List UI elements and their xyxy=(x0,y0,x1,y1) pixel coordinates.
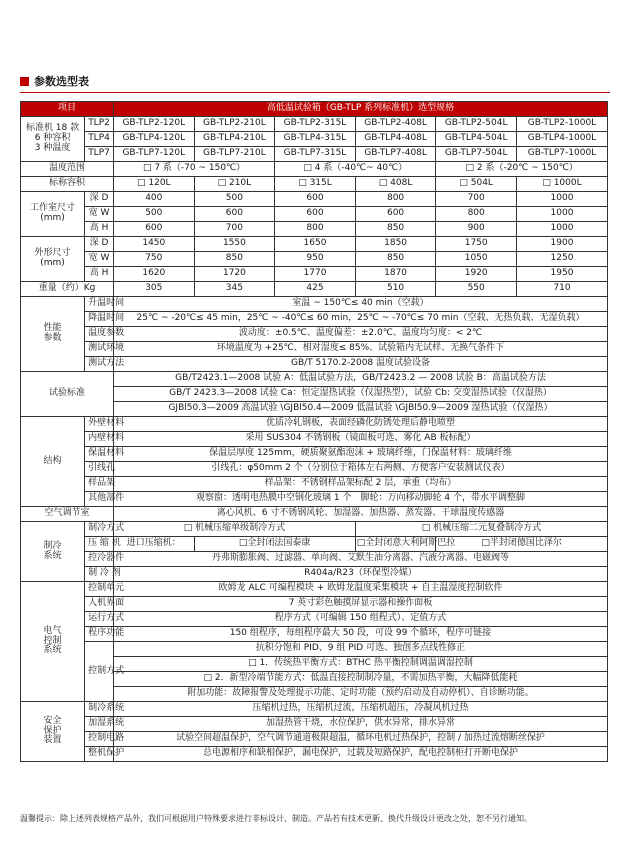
value-cell: 7 英寸彩色触摸屏显示器和操作面板 xyxy=(114,597,608,612)
sub-item-cell: 控制方式 xyxy=(85,642,114,702)
refrigeration-row xyxy=(21,552,608,567)
temp-option: □ 2 系（-20℃ ~ 150℃） xyxy=(436,162,608,177)
value-cell: 采用 SUS304 不锈钢板（镜面板可选、雾化 AB 板标配） xyxy=(114,432,608,447)
sub-item-cell: 外壁材料 xyxy=(85,417,114,432)
value-cell: 离心风机、6 寸不锈钢风轮、加湿器、加热器、蒸发器、干球温度传感器 xyxy=(114,507,608,522)
value-cell: 保温层厚度 125mm，硬质聚氨酯泡沫 + 玻璃纤维，门保温材料：玻璃纤维 xyxy=(114,447,608,462)
compressor-option: □全封闭意大利阿斯巴拉 xyxy=(355,537,436,552)
size-cell: 750 xyxy=(114,252,195,267)
standard-line-cell: GB/T 2423.3—2008 试验 Ca：恒定湿热试验（仅湿热型），试验 Cb: 交变湿热试验（仅湿热） xyxy=(114,387,608,402)
header-spec-cell: 高低温试验箱（GB-TLP 系列标准机）选型规格 xyxy=(114,102,608,117)
structure-row xyxy=(21,492,608,507)
value-cell: 加湿热管干烧，水位保护，供水异常，排水异常 xyxy=(114,717,608,732)
control-mode-line: □ 1．传统热平衡方式：BTHC 热平衡控制调温调湿控制 xyxy=(114,657,608,672)
sub-item-cell: 控冷器件 xyxy=(85,552,114,567)
divider xyxy=(20,92,610,93)
size-cell: 600 xyxy=(194,207,275,222)
standard-line-cell: GB/T2423.1—2008 试验 A：低温试验方法，GB/T2423.2 — 2008 试验 B：高温试验方法 xyxy=(114,372,608,387)
model-cell: GB-TLP7-120L xyxy=(114,147,195,162)
structure-row xyxy=(21,417,608,432)
safety-row xyxy=(21,702,608,717)
value-cell: 环境温度为 +25℃、相对湿度≤ 85%、试验箱内无试样、无换气条件下 xyxy=(114,342,608,357)
temp-range-label: 温度范围 xyxy=(21,162,114,177)
weight-row xyxy=(21,282,608,297)
value-cell: 150 组程序，每组程序最大 50 段，可设 99 个循环，程序可链接 xyxy=(114,627,608,642)
safety-row xyxy=(21,717,608,732)
capacity-label: 标称容积 xyxy=(21,177,114,192)
size-cell: 1870 xyxy=(355,267,436,282)
size-cell: 1720 xyxy=(194,267,275,282)
control-mode-line: 抗积分饱和 PID、9 组 PID 可选、独创多点线性修正 xyxy=(114,642,608,657)
performance-row xyxy=(21,312,608,327)
size-cell: 500 xyxy=(114,207,195,222)
model-cell: GB-TLP2-1000L xyxy=(516,117,607,132)
size-cell: 1620 xyxy=(114,267,195,282)
weight-cell: 710 xyxy=(516,282,607,297)
electrical-row xyxy=(21,642,608,657)
structure-row xyxy=(21,447,608,462)
value-cell: 欧姆龙 ALC 可编程模块 + 欧姆龙温度采集模块 + 自主温湿度控制软件 xyxy=(114,582,608,597)
sub-item-cell: 控制单元 xyxy=(85,582,114,597)
size-cell: 900 xyxy=(436,222,517,237)
size-cell: 850 xyxy=(194,252,275,267)
sub-item-cell: 内壁材料 xyxy=(85,432,114,447)
model-row xyxy=(21,117,608,132)
model-group-label: 标准机 18 款 6 种容积 3 种温度 xyxy=(21,117,85,162)
work-size-row xyxy=(21,222,608,237)
size-cell: 1250 xyxy=(516,252,607,267)
model-cell: GB-TLP7-504L xyxy=(436,147,517,162)
footer-note: 温馨提示：除上述列表规格产品外，我们可根据用户特殊要求进行非标设计、制造。产品若有技术更新、换代升级设计更改之处，恕不另行通知。 xyxy=(20,814,532,823)
structure-row xyxy=(21,477,608,492)
model-cell: GB-TLP4-210L xyxy=(194,132,275,147)
capacity-cell: □ 1000L xyxy=(516,177,607,192)
refrigeration-row xyxy=(21,537,608,552)
value-cell: 程序方式（可编辑 150 组程式）、定值方式 xyxy=(114,612,608,627)
section-title: 参数选型表 xyxy=(34,75,89,88)
size-cell: 1650 xyxy=(275,237,356,252)
performance-label: 性能 参数 xyxy=(21,297,85,372)
model-cell: GB-TLP7-315L xyxy=(275,147,356,162)
size-cell: 600 xyxy=(114,222,195,237)
model-cell: GB-TLP7-1000L xyxy=(516,147,607,162)
control-mode-line: □ 2．新型冷端节能方式：低温直接控制制冷量，不需加热平衡，大幅降低能耗 xyxy=(114,672,608,687)
model-cell: GB-TLP2-408L xyxy=(355,117,436,132)
size-cell: 1950 xyxy=(516,267,607,282)
work-size-row xyxy=(21,207,608,222)
section-heading xyxy=(20,74,89,88)
aircon-label: 空气调节室 xyxy=(21,507,114,522)
size-cell: 1550 xyxy=(194,237,275,252)
sub-item-cell: 制 冷 剂 xyxy=(85,567,114,582)
square-bullet-icon xyxy=(20,77,29,86)
size-cell: 600 xyxy=(275,192,356,207)
work-size-row xyxy=(21,192,608,207)
weight-cell: 510 xyxy=(355,282,436,297)
cooling-option-cascade: □ 机械压缩二元复叠制冷方式 xyxy=(355,522,607,537)
capacity-cell: □ 315L xyxy=(275,177,356,192)
value-cell: GB/T 5170.2-2008 温度试验设备 xyxy=(114,357,608,372)
refrigeration-label: 制冷 系统 xyxy=(21,522,85,582)
header-item-cell: 项目 xyxy=(21,102,114,117)
size-cell: 950 xyxy=(275,252,356,267)
size-cell: 700 xyxy=(194,222,275,237)
size-cell: 1900 xyxy=(516,237,607,252)
temp-range-row xyxy=(21,162,608,177)
sub-item-cell: 升温时间 xyxy=(85,297,114,312)
capacity-cell: □ 120L xyxy=(114,177,195,192)
size-cell: 400 xyxy=(114,192,195,207)
sub-item-cell: 测试方法 xyxy=(85,357,114,372)
outer-size-row xyxy=(21,252,608,267)
sub-item-cell: 测试环境 xyxy=(85,342,114,357)
size-cell: 600 xyxy=(275,207,356,222)
value-cell: R404a/R23（环保型冷媒） xyxy=(114,567,608,582)
performance-row xyxy=(21,357,608,372)
sub-item-cell: 引线孔 xyxy=(85,462,114,477)
value-cell: 丹弗斯膨胀阀、过滤器、单向阀、艾默生油分离器、汽液分离器、电磁阀等 xyxy=(114,552,608,567)
model-cell: GB-TLP7-210L xyxy=(194,147,275,162)
cooling-option-single: □ 机械压缩单级制冷方式 xyxy=(114,522,356,537)
model-cell: GB-TLP4-1000L xyxy=(516,132,607,147)
dimension-cell: 宽 W xyxy=(85,207,114,222)
dimension-cell: 深 D xyxy=(85,237,114,252)
value-cell: 室温 ~ 150℃≤ 40 min（空载） xyxy=(114,297,608,312)
sub-item-cell: 程序功能 xyxy=(85,627,114,642)
electrical-row xyxy=(21,597,608,612)
control-mode-line: 附加功能：故障报警及处理提示功能、定时功能（预约启动及自动停机）、自诊断功能。 xyxy=(114,687,608,702)
structure-row xyxy=(21,462,608,477)
model-cell: GB-TLP2-315L xyxy=(275,117,356,132)
capacity-row xyxy=(21,177,608,192)
temp-option: □ 7 系（-70 ~ 150℃） xyxy=(114,162,275,177)
dimension-cell: 宽 W xyxy=(85,252,114,267)
size-cell: 500 xyxy=(194,192,275,207)
size-cell: 1000 xyxy=(516,222,607,237)
size-cell: 800 xyxy=(436,207,517,222)
electrical-label: 电气 控制 系统 xyxy=(21,582,85,702)
value-cell: 25℃ ~ -20℃≤ 45 min，25℃ ~ -40℃≤ 60 min，25℃ ~ -70℃≤ 70 min（空载、无热负载、无湿负载） xyxy=(114,312,608,327)
value-cell: 波动度：±0.5℃、温度偏差：±2.0℃、温度均匀度：< 2℃ xyxy=(114,327,608,342)
performance-row xyxy=(21,327,608,342)
model-cell: GB-TLP2-504L xyxy=(436,117,517,132)
model-cell: GB-TLP2-210L xyxy=(194,117,275,132)
value-cell: 优质冷轧钢板，表面经磷化防锈处理后静电喷塑 xyxy=(114,417,608,432)
size-cell: 850 xyxy=(355,222,436,237)
model-row xyxy=(21,132,608,147)
performance-row xyxy=(21,342,608,357)
size-cell: 1000 xyxy=(516,207,607,222)
compressor-option: □全封闭法国泰康 xyxy=(194,537,355,552)
sub-item-cell: 加湿系统 xyxy=(85,717,114,732)
sub-item-cell: 温度参数 xyxy=(85,327,114,342)
spec-table xyxy=(20,101,608,762)
sub-item-cell: 人机界面 xyxy=(85,597,114,612)
series-cell: TLP7 xyxy=(85,147,114,162)
capacity-cell: □ 210L xyxy=(194,177,275,192)
size-cell: 800 xyxy=(275,222,356,237)
sub-item-cell: 其他部件 xyxy=(85,492,114,507)
outer-size-label: 外形尺寸 (mm) xyxy=(21,237,85,282)
model-cell: GB-TLP2-120L xyxy=(114,117,195,132)
model-cell: GB-TLP4-504L xyxy=(436,132,517,147)
safety-row xyxy=(21,732,608,747)
sub-item-cell: 整机保护 xyxy=(85,747,114,762)
size-cell: 1920 xyxy=(436,267,517,282)
value-cell: 引线孔：φ50mm 2 个（分别位于箱体左右两侧、方便客户安装测试仪表） xyxy=(114,462,608,477)
compressor-option: □半封闭德国比泽尔 xyxy=(436,537,608,552)
size-cell: 1000 xyxy=(516,192,607,207)
capacity-cell: □ 408L xyxy=(355,177,436,192)
value-cell: 压缩机过热，压缩机过流，压缩机超压，冷凝风机过热 xyxy=(114,702,608,717)
sub-item-cell: 制冷方式 xyxy=(85,522,114,537)
sub-item-cell: 样品架 xyxy=(85,477,114,492)
weight-label: 重量（约）Kg xyxy=(21,282,114,297)
size-cell: 1770 xyxy=(275,267,356,282)
structure-row xyxy=(21,432,608,447)
value-cell: 观察窗：透明电热膜中空钢化玻璃 1 个 脚轮：万向移动脚轮 4 个，带水平调整脚 xyxy=(114,492,608,507)
size-cell: 800 xyxy=(355,192,436,207)
aircon-row xyxy=(21,507,608,522)
size-cell: 1450 xyxy=(114,237,195,252)
size-cell: 1850 xyxy=(355,237,436,252)
header-row xyxy=(21,102,608,117)
model-cell: GB-TLP4-315L xyxy=(275,132,356,147)
size-cell: 1050 xyxy=(436,252,517,267)
temp-option: □ 4 系（-40℃~ 40℃） xyxy=(275,162,436,177)
safety-row xyxy=(21,747,608,762)
compressor-prefix: 进口压缩机： xyxy=(114,537,195,552)
electrical-row xyxy=(21,612,608,627)
standards-label: 试验标准 xyxy=(21,372,114,417)
model-cell: GB-TLP7-408L xyxy=(355,147,436,162)
dimension-cell: 高 H xyxy=(85,267,114,282)
size-cell: 700 xyxy=(436,192,517,207)
sub-item-cell: 降温时间 xyxy=(85,312,114,327)
weight-cell: 345 xyxy=(194,282,275,297)
sub-item-cell: 制冷系统 xyxy=(85,702,114,717)
model-cell: GB-TLP4-120L xyxy=(114,132,195,147)
sub-item-cell: 控制电路 xyxy=(85,732,114,747)
electrical-row xyxy=(21,627,608,642)
weight-cell: 425 xyxy=(275,282,356,297)
weight-cell: 550 xyxy=(436,282,517,297)
weight-cell: 305 xyxy=(114,282,195,297)
model-row xyxy=(21,147,608,162)
size-cell: 600 xyxy=(355,207,436,222)
model-cell: GB-TLP4-408L xyxy=(355,132,436,147)
sub-item-cell: 压 缩 机 xyxy=(85,537,114,552)
series-cell: TLP4 xyxy=(85,132,114,147)
size-cell: 850 xyxy=(355,252,436,267)
value-cell: 试验空间超温保护，空气调节通道极限超温，循环电机过热保护，控制 / 加热过流熔断丝保护 xyxy=(114,732,608,747)
work-size-label: 工作室尺寸 (mm) xyxy=(21,192,85,237)
sub-item-cell: 运行方式 xyxy=(85,612,114,627)
performance-row xyxy=(21,297,608,312)
electrical-row xyxy=(21,582,608,597)
standard-line-cell: GJBl50.3—2009 高温试验 \GJBl50.4—2009 低温试验 \GJBl50.9—2009 湿热试验（仅湿热） xyxy=(114,402,608,417)
capacity-cell: □ 504L xyxy=(436,177,517,192)
size-cell: 1750 xyxy=(436,237,517,252)
outer-size-row xyxy=(21,267,608,282)
outer-size-row xyxy=(21,237,608,252)
structure-label: 结构 xyxy=(21,417,85,507)
value-cell: 总电源相序和缺相保护，漏电保护，过载及短路保护，配电控制柜打开断电保护 xyxy=(114,747,608,762)
refrigeration-row xyxy=(21,567,608,582)
value-cell: 样品架：不锈钢样品架标配 2 层，承重（均布） xyxy=(114,477,608,492)
safety-label: 安全 保护 装置 xyxy=(21,702,85,762)
dimension-cell: 深 D xyxy=(85,192,114,207)
dimension-cell: 高 H xyxy=(85,222,114,237)
sub-item-cell: 保温材料 xyxy=(85,447,114,462)
refrigeration-row xyxy=(21,522,608,537)
series-cell: TLP2 xyxy=(85,117,114,132)
standards-row xyxy=(21,372,608,387)
